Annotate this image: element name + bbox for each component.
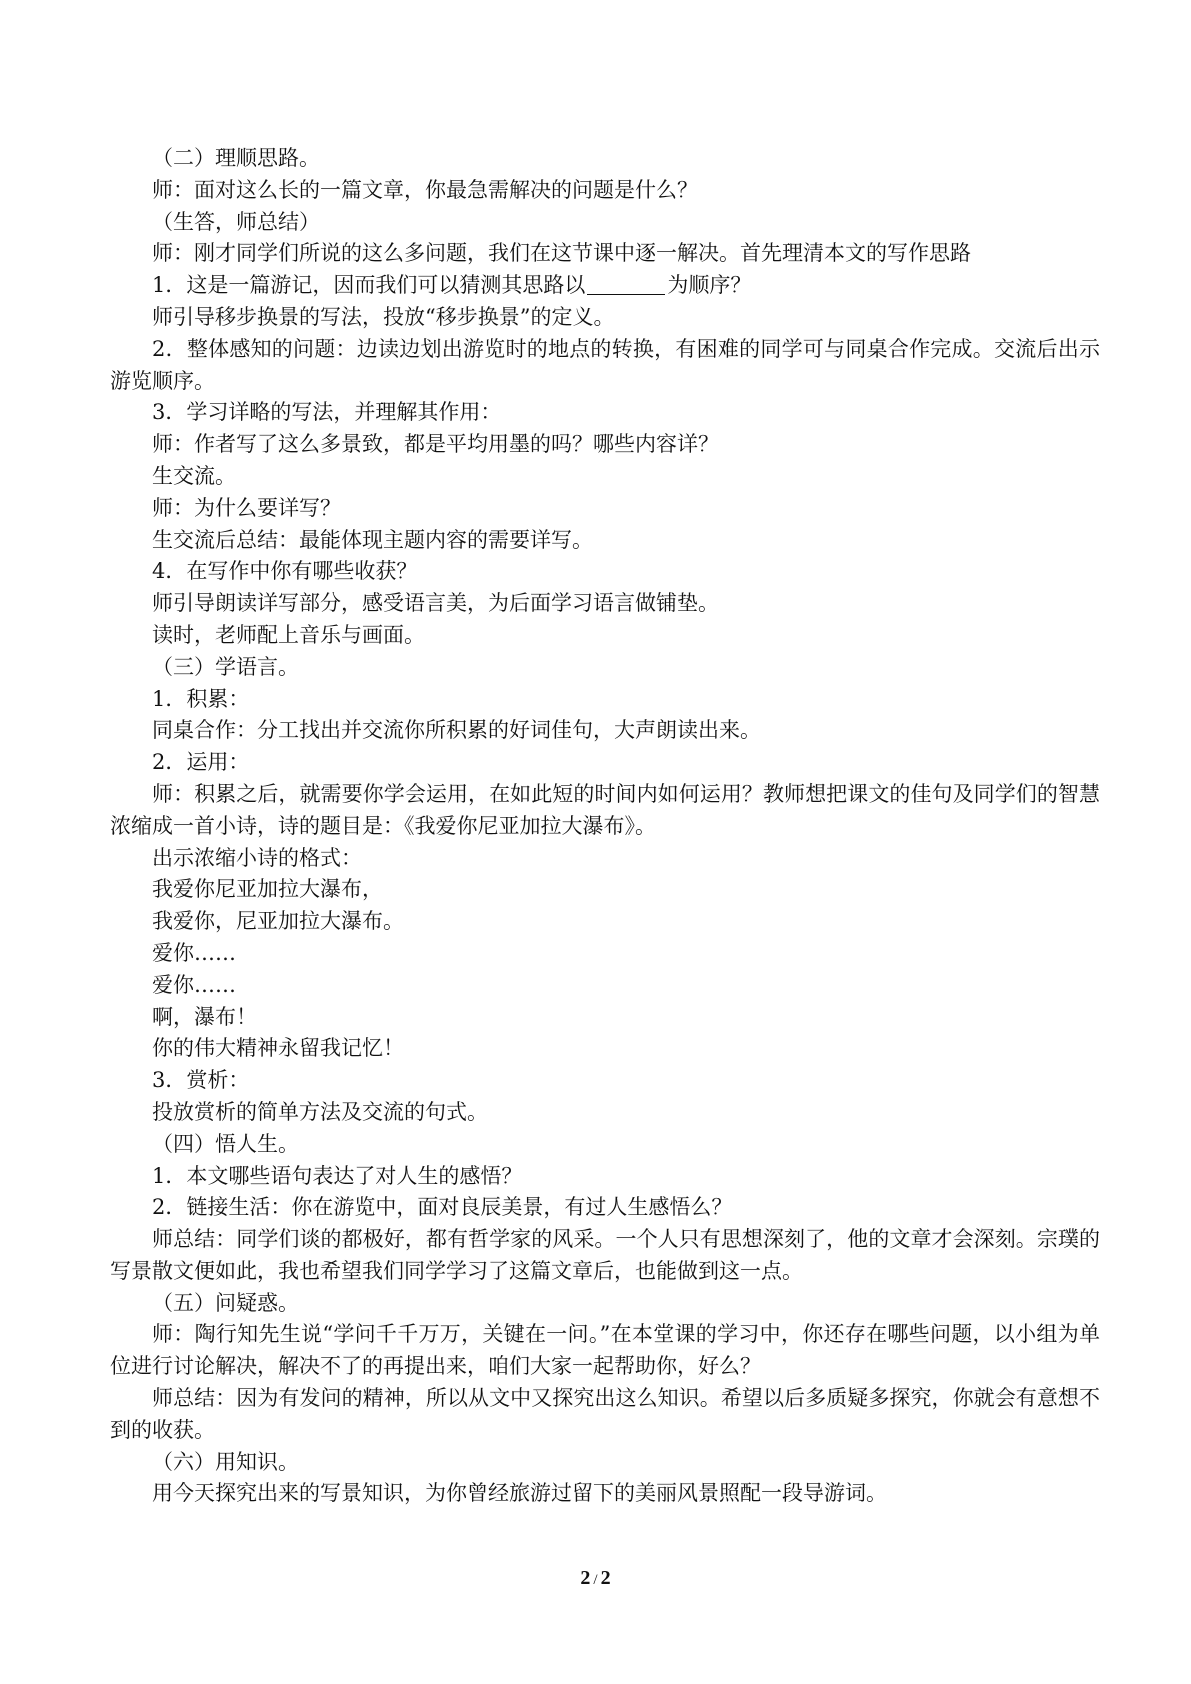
paragraph: 师引导朗读详写部分，感受语言美，为后面学习语言做铺垫。 <box>152 591 719 616</box>
section-heading-6: （六）用知识。 <box>152 1449 299 1474</box>
paragraph: 同桌合作：分工找出并交流你所积累的好词佳句，大声朗读出来。 <box>152 718 761 743</box>
poem-line: 我爱你，尼亚加拉大瀑布。 <box>152 909 404 934</box>
paragraph: 生交流。 <box>152 463 236 488</box>
paragraph: 师引导移步换景的写法，投放“移步换景”的定义。 <box>152 304 615 329</box>
document-body <box>110 143 1100 1510</box>
page-number-separator: / <box>593 1572 598 1588</box>
section-heading-4: （四）悟人生。 <box>152 1131 299 1156</box>
section-heading-2: （二）理顺思路。 <box>152 146 320 170</box>
paragraph: 师：积累之后，就需要你学会运用，在如此短的时间内如何运用？教师想把课文的佳句及同学们的智慧浓缩成一首小诗，诗的题目是：《我爱你尼亚加拉大瀑布》。 <box>110 781 1100 838</box>
poem-line: 啊，瀑布！ <box>152 1004 257 1029</box>
paragraph: 1．积累： <box>152 686 250 711</box>
paragraph: 1．本文哪些语句表达了对人生的感悟？ <box>152 1163 523 1188</box>
paragraph: （生答，师总结） <box>152 209 320 234</box>
paragraph: 出示浓缩小诗的格式： <box>152 845 362 870</box>
paragraph: 2．链接生活：你在游览中，面对良辰美景，有过人生感悟么？ <box>152 1195 733 1220</box>
paragraph: 用今天探究出来的写景知识，为你曾经旅游过留下的美丽风景照配一段导游词。 <box>152 1481 887 1506</box>
section-heading-3: （三）学语言。 <box>152 654 299 679</box>
poem-line: 我爱你尼亚加拉大瀑布， <box>152 877 383 902</box>
poem-line: 你的伟大精神永留我记忆！ <box>152 1036 404 1061</box>
paragraph: 师：为什么要详写？ <box>152 495 341 520</box>
paragraph: 读时，老师配上音乐与画面。 <box>152 622 425 647</box>
paragraph: 师：刚才同学们所说的这么多问题，我们在这节课中逐一解决。首先理清本文的写作思路 <box>152 241 971 266</box>
paragraph: 师总结：因为有发问的精神，所以从文中又探究出这么知识。希望以后多质疑多探究，你就会有意想不到的收获。 <box>110 1386 1100 1442</box>
paragraph: 2．运用： <box>152 750 250 775</box>
paragraph: 2．整体感知的问题：边读边划出游览时的地点的转换，有困难的同学可与同桌合作完成。交流后出示游览顺序。 <box>110 336 1100 393</box>
paragraph: 4．在写作中你有哪些收获？ <box>152 559 418 584</box>
section-heading-5: （五）问疑惑。 <box>152 1290 299 1315</box>
question-text-end: 为顺序？ <box>667 273 752 298</box>
page-number <box>0 1566 1191 1592</box>
current-page-number: 2 <box>580 1567 591 1589</box>
total-pages-number: 2 <box>600 1567 611 1589</box>
paragraph: 师：陶行知先生说“学问千千万万，关键在一问。”在本堂课的学习中，你还存在哪些问题，以小组为单位进行讨论解决，解决不了的再提出来，咱们大家一起帮助你，好么？ <box>110 1322 1100 1379</box>
paragraph: 3．学习详略的写法，并理解其作用： <box>152 400 502 425</box>
paragraph: 生交流后总结：最能体现主题内容的需要详写。 <box>152 527 593 552</box>
paragraph: 投放赏析的简单方法及交流的句式。 <box>152 1099 488 1124</box>
paragraph: 师：面对这么长的一篇文章，你最急需解决的问题是什么？ <box>152 177 698 202</box>
paragraph: 师：作者写了这么多景致，都是平均用墨的吗？哪些内容详？ <box>152 432 719 457</box>
poem-line: 爱你…… <box>152 972 236 997</box>
answer-blank <box>587 272 665 295</box>
paragraph: 师总结：同学们谈的都极好，都有哲学家的风采。一个人只有思想深刻了，他的文章才会深刻。宗璞的写景散文便如此，我也希望我们同学学习了这篇文章后，也能做到这一点。 <box>110 1227 1100 1283</box>
paragraph: 3．赏析： <box>152 1068 250 1093</box>
question-text: 1．这是一篇游记，因而我们可以猜测其思路以 <box>152 273 586 298</box>
fill-blank-question <box>110 270 1100 302</box>
poem-line: 爱你…… <box>152 940 236 965</box>
